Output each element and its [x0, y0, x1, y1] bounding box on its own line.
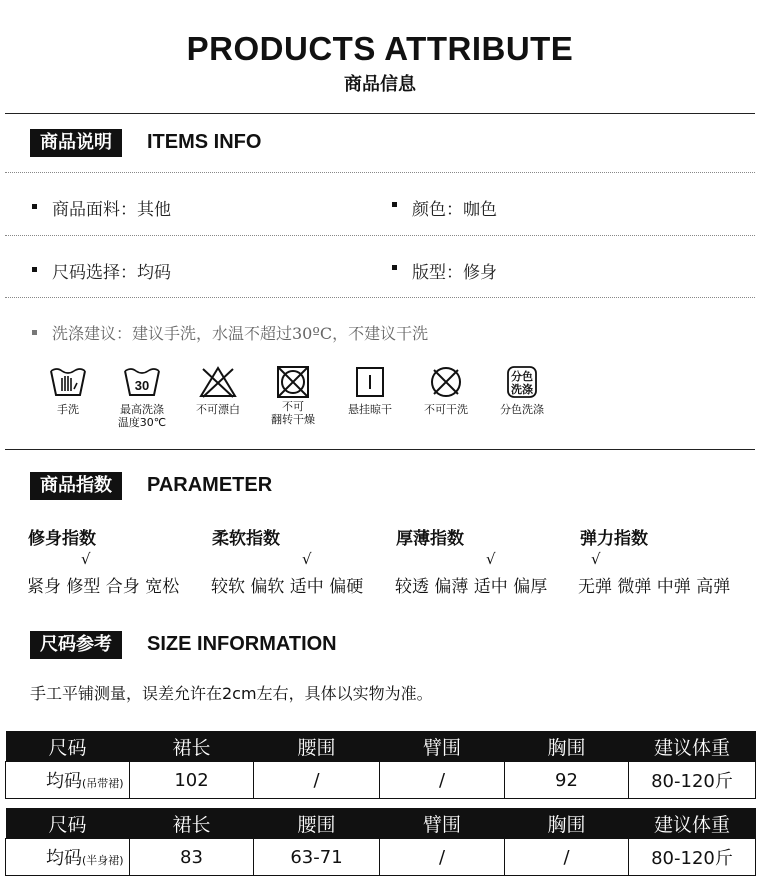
parameter-badge: 商品指数: [30, 472, 122, 500]
divider: [5, 449, 755, 450]
cell-size: 均码(吊带裙): [6, 762, 130, 799]
bullet-icon: [32, 204, 37, 209]
header-weight: 建议体重: [629, 731, 756, 762]
bullet-icon: [392, 202, 397, 207]
size-table-2: [5, 808, 756, 876]
wash-label: 手洗: [57, 403, 79, 416]
cell-bust: /: [505, 839, 629, 876]
hand-wash-icon: [38, 365, 98, 416]
header-waist: 腰围: [254, 808, 380, 839]
bullet-icon: [392, 265, 397, 270]
header-waist: 腰围: [254, 731, 380, 762]
bullet-icon: [32, 330, 37, 335]
max-wash-temp-icon: [112, 365, 172, 429]
cell-arm: /: [380, 839, 505, 876]
table-header-row: [6, 731, 756, 762]
param-stretch-options: 无弹 微弹 中弹 高弹: [578, 577, 731, 597]
param-slim-options: 紧身 修型 合身 宽松: [27, 577, 180, 597]
header-size: 尺码: [6, 731, 130, 762]
bullet-icon: [32, 267, 37, 272]
header-bust: 胸围: [505, 808, 629, 839]
page-subtitle: 商品信息: [344, 74, 416, 95]
attr-fit: 版型：修身: [412, 263, 497, 283]
cell-size: 均码(半身裙): [6, 839, 130, 876]
check-icon: √: [81, 550, 91, 568]
no-bleach-icon: [188, 365, 248, 416]
wash-label: 悬挂晾干: [348, 403, 392, 416]
size-info-badge: 尺码参考: [30, 631, 122, 659]
wash-temp-glyph: 30: [134, 378, 150, 393]
cell-size-note: (吊带裙): [82, 777, 124, 790]
items-info-title: ITEMS INFO: [147, 131, 262, 153]
header-bust: 胸围: [505, 731, 629, 762]
cell-bust: 92: [505, 762, 629, 799]
cell-waist: /: [254, 762, 380, 799]
hang-dry-icon: [340, 365, 400, 416]
parameter-title: PARAMETER: [147, 474, 273, 496]
table-row: [6, 762, 756, 799]
attr-fabric: 商品面料：其他: [52, 200, 171, 220]
param-soft-title: 柔软指数: [212, 529, 280, 549]
header-arm: 臂围: [380, 731, 505, 762]
items-info-badge: 商品说明: [30, 129, 122, 157]
header-length: 裙长: [130, 731, 254, 762]
size-info-title: SIZE INFORMATION: [147, 633, 337, 655]
attr-color: 颜色：咖色: [412, 200, 497, 220]
wash-label: 不可 翻转干燥: [271, 400, 315, 426]
wash-label: 不可干洗: [424, 403, 468, 416]
header-length: 裙长: [130, 808, 254, 839]
wash-separately-icon: [492, 365, 552, 416]
cell-weight: 80-120斤: [629, 762, 756, 799]
table-header-row: [6, 808, 756, 839]
check-icon: √: [591, 550, 601, 568]
param-stretch-title: 弹力指数: [580, 529, 648, 549]
attr-size: 尺码选择：均码: [52, 263, 171, 283]
size-table-1: [5, 731, 756, 799]
param-thickness-options: 较透 偏薄 适中 偏厚: [395, 577, 548, 597]
cell-size-note: (半身裙): [82, 854, 124, 867]
header-weight: 建议体重: [629, 808, 756, 839]
wash-separately-glyph-bottom: 洗涤: [511, 383, 533, 396]
no-tumble-dry-icon: [263, 365, 323, 426]
wash-label: 最高洗涤 温度30℃: [117, 403, 167, 429]
check-icon: √: [302, 550, 312, 568]
measurement-note: 手工平铺测量，误差允许在2cm左右，具体以实物为准。: [30, 684, 433, 703]
cell-weight: 80-120斤: [629, 839, 756, 876]
dotted-divider: [5, 235, 755, 236]
dotted-divider: [5, 172, 755, 173]
dotted-divider: [5, 297, 755, 298]
cell-arm: /: [380, 762, 505, 799]
wash-label: 不可漂白: [196, 403, 240, 416]
table-row: [6, 839, 756, 876]
check-icon: √: [486, 550, 496, 568]
param-soft-options: 较软 偏软 适中 偏硬: [211, 577, 364, 597]
cell-length: 83: [130, 839, 254, 876]
cell-length: 102: [130, 762, 254, 799]
divider: [5, 113, 755, 114]
no-dry-clean-icon: [416, 365, 476, 416]
wash-separately-glyph-top: 分色: [511, 370, 533, 383]
page-title: PRODUCTS ATTRIBUTE: [186, 30, 574, 67]
cell-waist: 63-71: [254, 839, 380, 876]
header-arm: 臂围: [380, 808, 505, 839]
header-size: 尺码: [6, 808, 130, 839]
param-slim-title: 修身指数: [28, 529, 96, 549]
param-thickness-title: 厚薄指数: [396, 529, 464, 549]
wash-label: 分色洗涤: [500, 403, 544, 416]
wash-instructions: 洗涤建议：建议手洗，水温不超过30ºC，不建议干洗: [52, 324, 429, 343]
